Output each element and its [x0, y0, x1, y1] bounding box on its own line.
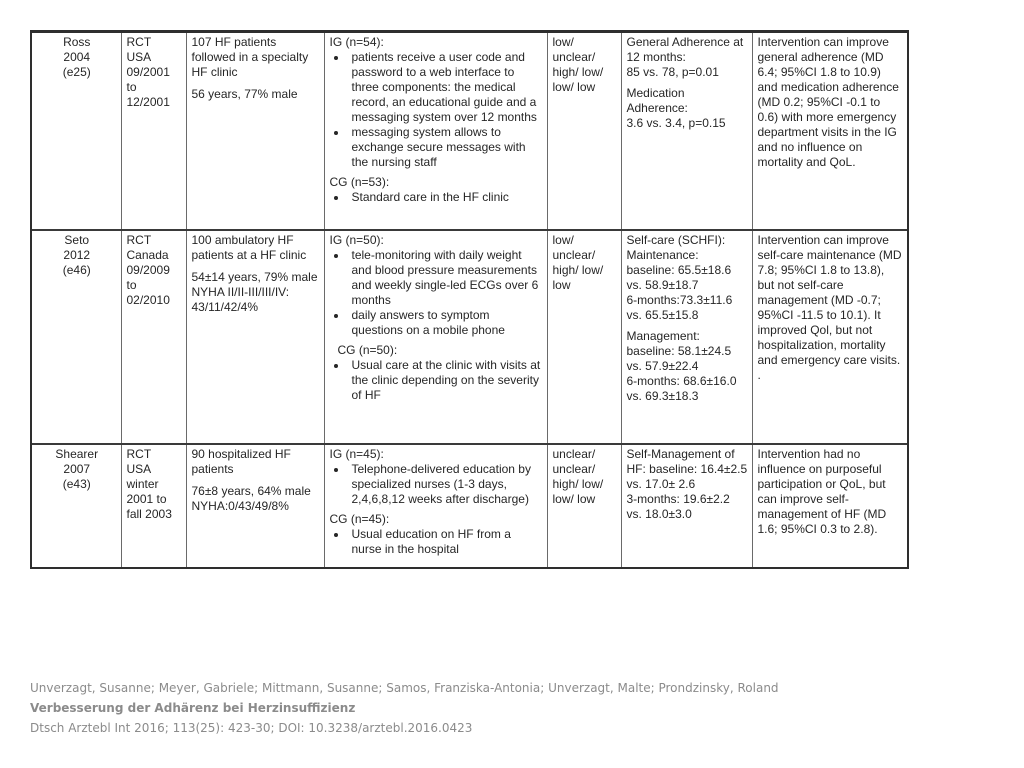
study-ref: (e43): [62, 476, 91, 491]
study-cell: [31, 32, 121, 230]
population-demographics: 56 years, 77% male: [191, 87, 298, 101]
outcome-line: baseline: 58.1±24.5 vs. 57.9±22.4: [626, 343, 732, 373]
outcome-line: General Adherence at 12 months:: [626, 35, 744, 64]
design-cell: [121, 230, 186, 444]
outcome-block: [627, 35, 748, 80]
conclusion-cell: [752, 32, 908, 230]
cg-item: Standard care in the HF clinic: [330, 190, 543, 205]
cg-label: CG (n=45):: [329, 511, 390, 526]
risk-of-bias: unclear/ unclear/ high/ low/ low/ low: [552, 446, 604, 506]
population-cell: [186, 230, 324, 444]
risk-of-bias-cell: [547, 444, 621, 568]
design-line: to: [126, 277, 137, 292]
study-ref: (e25): [62, 65, 91, 79]
population-nyha: NYHA II/II-III/III/IV: 43/11/42/4%: [191, 284, 290, 314]
intervention-cell: [324, 444, 547, 568]
design-cell: [121, 32, 186, 230]
design-line: USA: [126, 50, 152, 64]
study-author: Ross: [63, 35, 91, 49]
study-year: 2012: [63, 247, 91, 262]
outcomes-cell: [621, 444, 752, 568]
population-demographics: 76±8 years, 64% male: [191, 483, 311, 498]
design-line: to: [126, 80, 137, 94]
outcomes-cell: [621, 230, 752, 444]
cg-label: CG (n=50):: [337, 342, 398, 357]
ig-item: messaging system allows to exchange secure messages with the nursing staff: [330, 125, 543, 170]
footer-title: Verbesserung der Adhärenz bei Herzinsuffizienz: [30, 701, 356, 715]
design-line: USA: [126, 461, 152, 476]
outcome-line: 85 vs. 78, p=0.01: [626, 65, 719, 79]
outcome-block: [627, 86, 748, 131]
outcome-line: 3.6 vs. 3.4, p=0.15: [626, 116, 726, 130]
table-row: [31, 32, 908, 230]
study-characteristics-table: [30, 30, 909, 569]
population-description: 107 HF patients followed in a specialty HF clinic: [191, 35, 309, 79]
population-description: 90 hospitalized HF patients: [191, 446, 291, 476]
outcome-line: 6-months: 68.6±16.0 vs. 69.3±18.3: [626, 373, 737, 403]
ig-label: IG (n=45):: [329, 446, 384, 461]
conclusion-text: Intervention can improve self-care maintenance (MD 7.8; 95%CI 1.8 to 13.8), but not self-care management (MD -0.7; 95%CI -11.5 to 10.1). It improved Qol, but not hospitalization, mortality and emergency care visits.: [757, 232, 902, 367]
population-cell: [186, 444, 324, 568]
conclusion-text: Intervention had no influence on purposeful participation or QoL, but can improve self-management of HF (MD 1.6; 95%CI 0.3 to 2.8).: [757, 446, 887, 536]
outcome-line: Medication Adherence:: [626, 86, 688, 115]
outcome-line: 3-months: 19.6±2.2 vs. 18.0±3.0: [626, 491, 730, 521]
ig-item: Telephone-delivered education by specialized nurses (1-3 days, 2,4,6,8,12 weeks after discharge): [330, 462, 543, 507]
study-cell: [31, 444, 121, 568]
conclusion-text: Intervention can improve general adherence (MD 6.4; 95%CI 1.8 to 10.9) and medication adherence (MD 0.2; 95%CI -0.1 to 0.6) with more emergency department visits in the IG and no influence on mortality and QoL.: [757, 35, 899, 169]
design-line: RCT: [126, 35, 152, 49]
table-row: [31, 230, 908, 444]
study-author: Shearer: [55, 446, 99, 461]
population-demographics: 54±14 years, 79% male: [191, 269, 318, 284]
cg-label: CG (n=53):: [329, 175, 390, 189]
ig-item: patients receive a user code and password to a web interface to three components: the medical record, an educational guide and a messaging system over 12 months: [330, 50, 543, 125]
design-line: 02/2010: [126, 292, 170, 307]
outcome-line: Self-Management of HF: baseline: 16.4±2.5 vs. 17.0± 2.6: [626, 446, 748, 491]
ig-label: IG (n=54):: [329, 35, 384, 49]
design-line: winter 2001 to fall 2003: [126, 476, 172, 521]
study-year: 2004: [63, 50, 91, 64]
population-nyha: NYHA:0/43/49/8%: [191, 498, 289, 513]
cg-item: Usual education on HF from a nurse in the hospital: [330, 527, 543, 557]
outcome-block: [627, 329, 748, 404]
risk-of-bias-cell: [547, 230, 621, 444]
ig-item: tele-monitoring with daily weight and blood pressure measurements and weekly single-led ECGs over 6 months: [330, 248, 543, 308]
outcome-line: Maintenance:: [626, 247, 699, 262]
study-cell: [31, 230, 121, 444]
study-ref: (e46): [62, 262, 91, 277]
outcomes-cell: [621, 32, 752, 230]
risk-of-bias: low/ unclear/ high/ low/ low: [552, 232, 604, 292]
risk-of-bias: low/ unclear/ high/ low/ low/ low: [552, 35, 604, 94]
design-line: Canada: [126, 247, 169, 262]
design-line: RCT: [126, 232, 152, 247]
conclusion-tail: .: [757, 367, 761, 382]
outcome-block: [627, 233, 748, 323]
citation-footer: [30, 678, 930, 738]
conclusion-cell: [752, 230, 908, 444]
intervention-cell: [324, 32, 547, 230]
study-year: 2007: [63, 461, 91, 476]
ig-item: daily answers to symptom questions on a mobile phone: [330, 308, 543, 338]
design-line: 12/2001: [126, 95, 170, 109]
table-row: [31, 444, 908, 568]
population-cell: [186, 32, 324, 230]
design-line: 09/2001: [126, 65, 170, 79]
study-author: Seto: [64, 232, 90, 247]
outcome-line: Management:: [626, 328, 700, 343]
footer-authors: Unverzagt, Susanne; Meyer, Gabriele; Mittmann, Susanne; Samos, Franziska-Antonia; Unverzagt, Malte; Prondzinsky, Roland: [30, 681, 779, 695]
intervention-cell: [324, 230, 547, 444]
cg-item: Usual care at the clinic with visits at the clinic depending on the severity of HF: [330, 358, 543, 403]
design-cell: [121, 444, 186, 568]
footer-citation: Dtsch Arztebl Int 2016; 113(25): 423-30; DOI: 10.3238/arztebl.2016.0423: [30, 721, 473, 735]
risk-of-bias-cell: [547, 32, 621, 230]
outcome-line: baseline: 65.5±18.6 vs. 58.9±18.7: [626, 262, 732, 292]
design-line: RCT: [126, 446, 152, 461]
ig-label: IG (n=50):: [329, 232, 384, 247]
population-description: 100 ambulatory HF patients at a HF clinic: [191, 232, 307, 262]
outcome-line: Self-care (SCHFI):: [626, 232, 726, 247]
outcome-line: 6-months:73.3±11.6 vs. 65.5±15.8: [626, 292, 733, 322]
conclusion-cell: [752, 444, 908, 568]
design-line: 09/2009: [126, 262, 170, 277]
